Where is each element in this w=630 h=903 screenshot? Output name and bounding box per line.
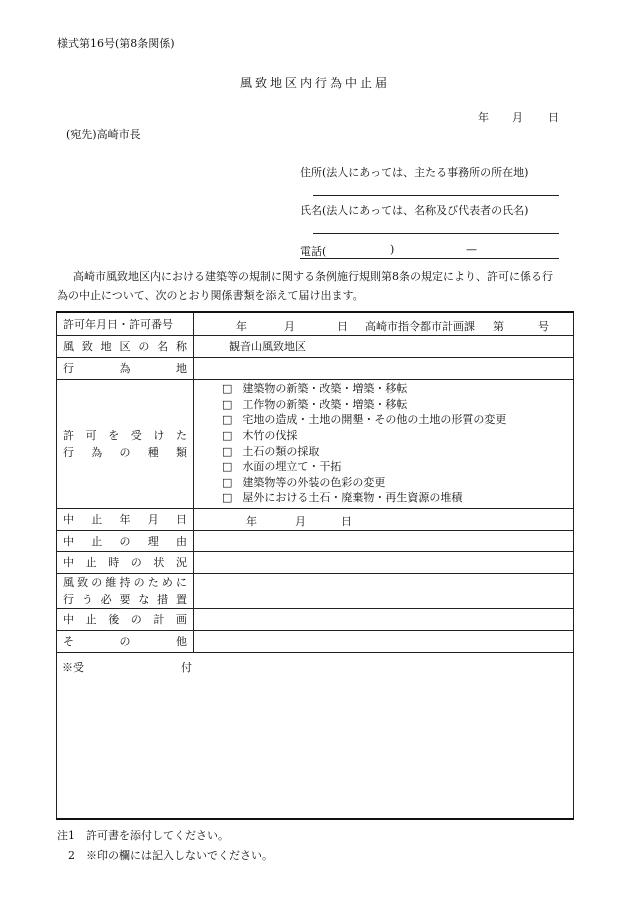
table-row [57, 508, 574, 530]
name-label: 氏名(法人にあっては、名称及び代表者の氏名) [300, 204, 529, 217]
list-item: □ 建築物等の外装の色彩の変更 [222, 475, 386, 489]
permit-go: 号 [538, 320, 549, 333]
stop-status-field[interactable] [194, 551, 574, 573]
permit-department: 高崎市指令都市計画課 [365, 320, 475, 333]
permit-year: 年 [236, 320, 247, 333]
measures-field[interactable] [194, 573, 574, 608]
phone-field[interactable] [300, 258, 559, 259]
permit-date-number-field[interactable] [194, 312, 574, 335]
date-day: 日 [548, 111, 559, 124]
stop-status-label: 中 止 時 の 状 況 [57, 551, 194, 573]
table-row [57, 530, 574, 551]
phone-dash: — [466, 243, 477, 256]
checkbox[interactable]: □ [222, 475, 233, 489]
district-name-label: 風 致 地 区 の 名 称 [57, 335, 194, 357]
page-title: 風致地区内行為中止届 [240, 76, 391, 90]
receipt-label-left: ※受 [62, 660, 84, 674]
checkbox[interactable]: □ [222, 491, 233, 505]
stop-date-field[interactable] [194, 508, 574, 530]
table-row [57, 630, 574, 652]
checkbox[interactable]: □ [222, 460, 233, 474]
stop-reason-field[interactable] [194, 530, 574, 551]
site-field[interactable] [194, 357, 574, 379]
date-year: 年 [478, 111, 489, 124]
post-stop-plan-field[interactable] [194, 608, 574, 630]
stop-date-label: 中 止 年 月 日 [57, 508, 194, 530]
phone-paren-close: ) [390, 243, 395, 256]
checkbox[interactable]: □ [222, 413, 233, 427]
table-row [57, 379, 574, 508]
address-field[interactable] [313, 195, 559, 196]
note-2: 2 ※印の欄には記入しないでください。 [68, 849, 273, 862]
list-item: □ 屋外における土石・廃棄物・再生資源の堆積 [222, 491, 463, 505]
name-field[interactable] [313, 233, 559, 234]
list-item: □ 建築物の新築・改築・増築・移転 [222, 382, 408, 396]
checkbox[interactable]: □ [222, 444, 233, 458]
table-row [57, 608, 574, 630]
stop-reason-label: 中 止 の 理 由 [57, 530, 194, 551]
measures-label: 風 致 の 維 持 の た め に 行 う 必 要 な 措 置 [57, 573, 194, 608]
activity-type-options [194, 379, 574, 508]
table-row [57, 312, 574, 335]
stop-year: 年 [246, 514, 257, 528]
body-text-line2: 為の中止について、次のとおり関係書類を添えて届け出ます。 [57, 289, 364, 302]
table-row [57, 551, 574, 573]
table-row [57, 573, 574, 608]
district-name-field[interactable] [194, 335, 574, 357]
form-number: 様式第16号(第8条関係) [57, 37, 175, 50]
date-month: 月 [512, 111, 523, 124]
list-item: □ 水面の埋立て・干拓 [222, 460, 342, 474]
checkbox[interactable]: □ [222, 397, 233, 411]
permit-dai: 第 [493, 320, 504, 333]
body-text-line1: 高崎市風致地区内における建築等の規制に関する条例施行規則第8条の規定により、許可に係る行 [73, 270, 553, 283]
other-label: そ の 他 [57, 630, 194, 652]
checkbox[interactable]: □ [222, 382, 233, 396]
receipt-area [57, 652, 574, 819]
district-name-value: 観音山風致地区 [229, 340, 306, 353]
note-1: 注1 許可書を添付してください。 [57, 829, 229, 842]
list-item: □ 土石の類の採取 [222, 444, 320, 458]
address-label: 住所(法人にあっては、主たる事務所の所在地) [300, 166, 529, 179]
table-row [57, 357, 574, 379]
other-field[interactable] [194, 630, 574, 652]
checkbox[interactable]: □ [222, 428, 233, 442]
permit-month: 月 [284, 320, 295, 333]
notification-table [56, 311, 574, 820]
list-item: □ 工作物の新築・改築・増築・移転 [222, 397, 408, 411]
stop-month: 月 [295, 514, 306, 528]
site-label: 行 為 地 [57, 357, 194, 379]
post-stop-plan-label: 中 止 後 の 計 画 [57, 608, 194, 630]
receipt-label-right: 付 [181, 660, 192, 674]
addressee: (宛先)高崎市長 [66, 128, 141, 141]
stop-day: 日 [341, 514, 352, 528]
permit-date-number-label: 許可年月日・許可番号 [57, 312, 194, 335]
table-row [57, 335, 574, 357]
table-row [57, 652, 574, 819]
list-item: □ 宅地の造成・土地の開墾・その他の土地の形質の変更 [222, 413, 507, 427]
list-item: □ 木竹の伐採 [222, 428, 298, 442]
activity-type-label: 許 可 を 受 け た 行 為 の 種 類 [57, 379, 194, 508]
permit-day: 日 [337, 320, 348, 333]
phone-label: 電話( [300, 245, 327, 258]
